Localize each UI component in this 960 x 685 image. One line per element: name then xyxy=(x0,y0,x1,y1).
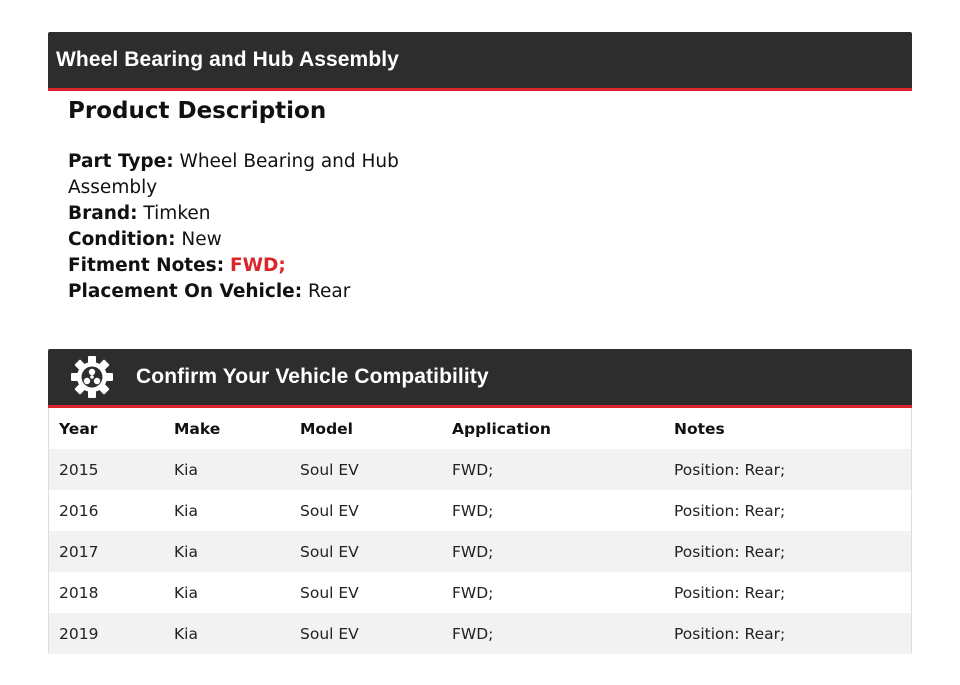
cell-year: 2016 xyxy=(59,501,99,520)
compatibility-title-bar xyxy=(48,349,912,408)
column-application: Application xyxy=(452,419,551,438)
cell-notes: Position: Rear; xyxy=(674,501,786,520)
description-heading: Product Description xyxy=(68,98,327,124)
fitment-notes-row xyxy=(68,253,408,279)
cell-make: Kia xyxy=(174,460,198,479)
placement-value: Rear xyxy=(308,281,351,302)
table-row xyxy=(49,449,911,490)
cell-application: FWD; xyxy=(452,624,494,643)
brand-label: Brand: xyxy=(68,203,138,224)
cell-application: FWD; xyxy=(452,583,494,602)
fitment-notes-value: FWD; xyxy=(229,255,286,276)
cell-make: Kia xyxy=(174,583,198,602)
column-model: Model xyxy=(300,419,353,438)
condition-row xyxy=(68,227,408,253)
cell-year: 2018 xyxy=(59,583,99,602)
cell-model: Soul EV xyxy=(300,542,359,561)
cell-model: Soul EV xyxy=(300,460,359,479)
column-notes: Notes xyxy=(674,419,725,438)
part-type-label: Part Type: xyxy=(68,151,174,172)
cell-year: 2015 xyxy=(59,460,99,479)
fitment-notes-label: Fitment Notes: xyxy=(68,255,225,276)
compatibility-table xyxy=(48,408,912,653)
condition-value: New xyxy=(181,229,222,250)
table-row xyxy=(49,613,911,654)
table-header-row xyxy=(49,408,911,449)
cell-application: FWD; xyxy=(452,542,494,561)
cell-model: Soul EV xyxy=(300,501,359,520)
table-row xyxy=(49,531,911,572)
table-row xyxy=(49,572,911,613)
cell-notes: Position: Rear; xyxy=(674,460,786,479)
placement-row xyxy=(68,279,408,305)
gear-icon xyxy=(48,349,136,405)
cell-model: Soul EV xyxy=(300,624,359,643)
column-year: Year xyxy=(59,419,98,438)
cell-year: 2019 xyxy=(59,624,99,643)
product-title: Wheel Bearing and Hub Assembly xyxy=(56,48,399,71)
cell-notes: Position: Rear; xyxy=(674,583,786,602)
cell-notes: Position: Rear; xyxy=(674,624,786,643)
brand-row xyxy=(68,201,408,227)
table-row xyxy=(49,490,911,531)
part-type-row xyxy=(68,149,408,201)
product-description xyxy=(68,98,408,305)
cell-notes: Position: Rear; xyxy=(674,542,786,561)
cell-make: Kia xyxy=(174,542,198,561)
condition-label: Condition: xyxy=(68,229,176,250)
product-title-bar xyxy=(48,32,912,91)
cell-make: Kia xyxy=(174,624,198,643)
part-type-value: Wheel Bearing and Hub Assembly xyxy=(68,151,399,198)
cell-year: 2017 xyxy=(59,542,99,561)
column-make: Make xyxy=(174,419,221,438)
placement-label: Placement On Vehicle: xyxy=(68,281,303,302)
cell-make: Kia xyxy=(174,501,198,520)
brand-value: Timken xyxy=(143,203,211,224)
cell-application: FWD; xyxy=(452,501,494,520)
compatibility-title: Confirm Your Vehicle Compatibility xyxy=(136,365,489,388)
cell-model: Soul EV xyxy=(300,583,359,602)
cell-application: FWD; xyxy=(452,460,494,479)
